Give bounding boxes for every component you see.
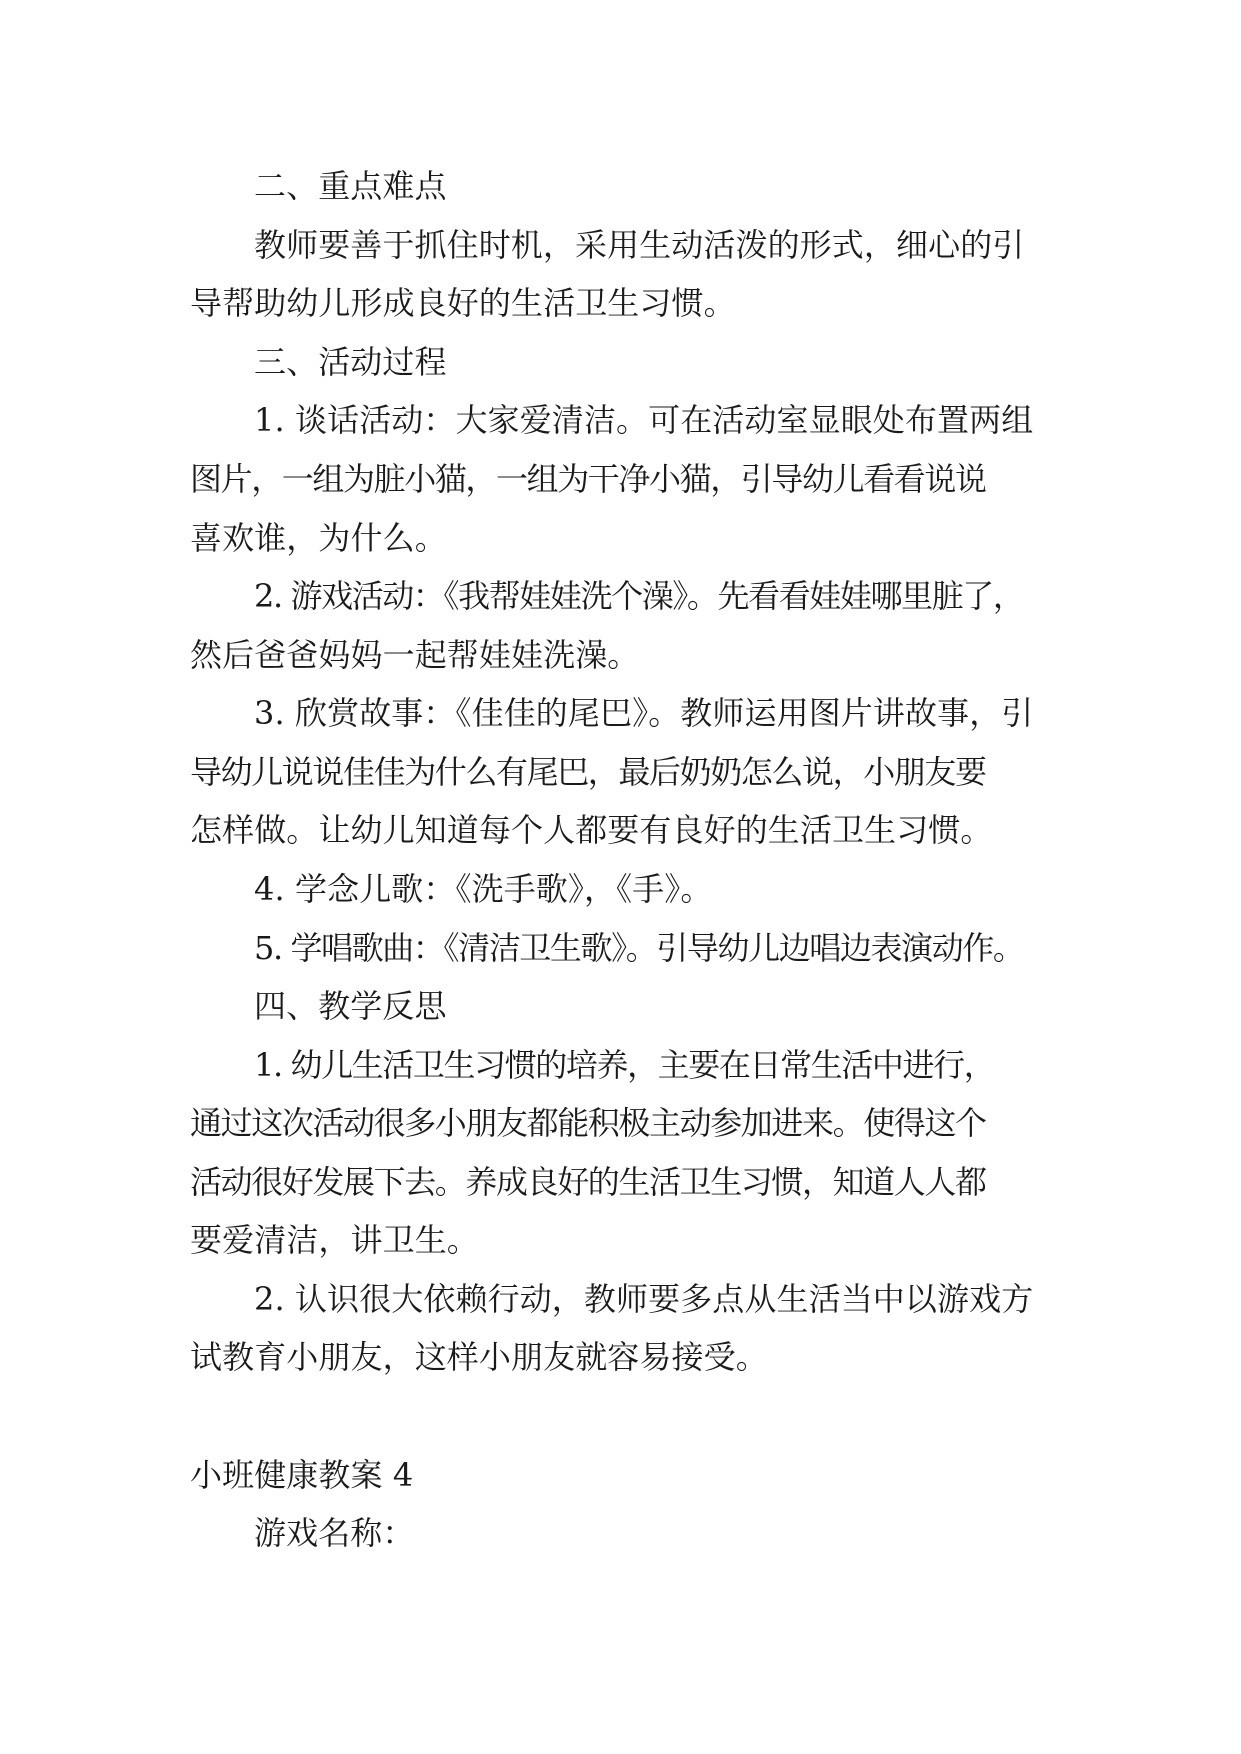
paragraph-line: 然后爸爸妈妈一起帮娃娃洗澡。 (190, 636, 640, 674)
paragraph-line: 3. 欣赏故事：《佳佳的尾巴》。教师运用图片讲故事，引 (254, 694, 1034, 732)
paragraph-line: 导帮助幼儿形成良好的生活卫生习惯。 (190, 284, 736, 322)
paragraph-line: 5. 学唱歌曲：《清洁卫生歌》。引导幼儿边唱边表演动作。 (254, 929, 1024, 967)
paragraph-line: 怎样做。让幼儿知道每个人都要有良好的生活卫生习惯。 (190, 811, 993, 849)
section-heading-key-points: 二、重点难点 (254, 167, 447, 205)
paragraph-line: 1. 幼儿生活卫生习惯的培养，主要在日常生活中进行， (254, 1046, 995, 1084)
paragraph-line: 图片，一组为脏小猫，一组为干净小猫，引导幼儿看看说说 (190, 460, 986, 498)
paragraph-line: 导幼儿说说佳佳为什么有尾巴，最后奶奶怎么说，小朋友要 (190, 753, 986, 791)
paragraph-line: 教师要善于抓住时机，采用生动活泼的形式，细心的引 (254, 226, 1025, 264)
section-heading-reflection: 四、教学反思 (254, 987, 447, 1025)
paragraph-line: 活动很好发展下去。养成良好的生活卫生习惯，知道人人都 (190, 1163, 986, 1201)
document-title: 小班健康教案 4 (190, 1456, 414, 1494)
section-heading-activity-process: 三、活动过程 (254, 343, 447, 381)
paragraph-line: 1. 谈话活动：大家爱清洁。可在活动室显眼处布置两组 (254, 401, 1034, 439)
paragraph-line: 2. 认识很大依赖行动，教师要多点从生活当中以游戏方 (254, 1280, 1034, 1318)
paragraph-line: 通过这次活动很多小朋友都能积极主动参加进来。使得这个 (190, 1104, 986, 1142)
paragraph-line: 2. 游戏活动：《我帮娃娃洗个澡》。先看看娃娃哪里脏了， (254, 577, 1024, 615)
paragraph-line: 游戏名称： (254, 1514, 415, 1552)
paragraph-line: 喜欢谁，为什么。 (190, 519, 447, 557)
paragraph-line: 4. 学念儿歌：《洗手歌》，《手》。 (254, 870, 713, 908)
paragraph-line: 要爱清洁，讲卫生。 (190, 1221, 479, 1259)
paragraph-line: 试教育小朋友，这样小朋友就容易接受。 (190, 1338, 768, 1376)
